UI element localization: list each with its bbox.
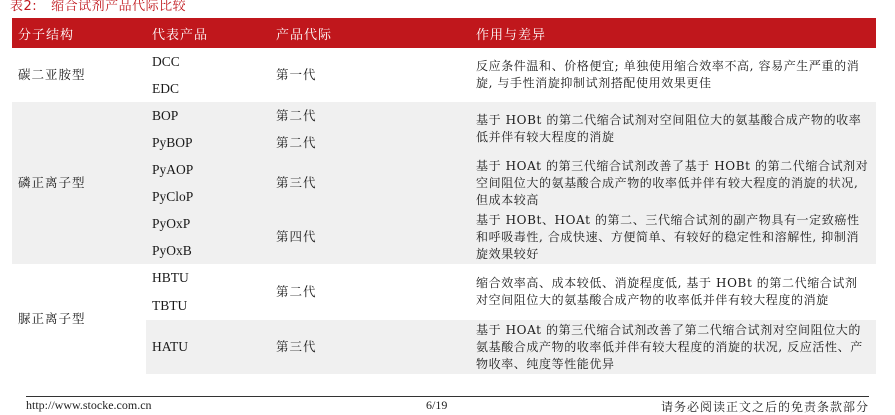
product-cell: EDC <box>152 80 179 96</box>
header-row <box>12 18 876 48</box>
table-row <box>12 48 876 75</box>
product-cell: PyBOP <box>152 134 193 150</box>
description-cell: 基于 HOAt 的第三代缩合试剂改善了第二代缩合试剂对空间阻位大的氨基酸合成产物的收率低并伴有较大程度的消旋的状况, 反应活性、产物收率、纯度等性能优异 <box>476 322 863 371</box>
footer-disclaimer: 请务必阅读正文之后的免责条款部分 <box>660 400 869 414</box>
header-products: 代表产品 <box>146 18 270 48</box>
table-caption <box>10 0 186 13</box>
generation-cell: 第三代 <box>276 339 317 354</box>
description-cell: 基于 HOAt 的第三代缩合试剂改善了基于 HOBt 的第二代缩合试剂对空间阻位大的氨基酸合成产物的收率低并伴有较大程度的消旋的状况, 但成本较高 <box>476 158 869 207</box>
page-footer <box>26 396 869 414</box>
description-cell: 缩合效率高、成本较低、消旋程度低, 基于 HOBt 的第二代缩合试剂对空间阻位大的氨基酸合成产物的收率低并伴有较大程度的消旋 <box>476 276 858 307</box>
generation-cell: 第四代 <box>276 229 317 244</box>
description-cell: 基于 HOBt、HOAt 的第二、三代缩合试剂的副产物具有一定致癌性和呼吸毒性, 合成快速、方便简单、有较好的稳定性和溶解性, 抑制消旋效果较好 <box>476 212 860 261</box>
caption-title: 缩合试剂产品代际比较 <box>51 0 187 14</box>
comparison-table <box>12 18 876 374</box>
structure-cell: 碳二亚胺型 <box>18 67 86 82</box>
product-cell: TBTU <box>152 298 188 313</box>
structure-cell: 脲正离子型 <box>18 311 86 326</box>
header-generation: 产品代际 <box>270 18 470 48</box>
page-number: 6/19 <box>426 398 448 412</box>
product-cell: PyAOP <box>152 161 194 177</box>
product-cell: PyOxP <box>152 215 191 231</box>
product-cell: PyCloP <box>152 188 194 204</box>
footer-url[interactable]: http://www.stocke.com.cn <box>26 398 152 412</box>
table-row <box>12 102 876 129</box>
structure-cell: 磷正离子型 <box>18 175 86 190</box>
product-cell: PyOxB <box>152 242 192 258</box>
generation-cell: 第二代 <box>276 284 317 299</box>
caption-label: 表2: <box>10 0 38 14</box>
generation-cell: 第一代 <box>276 67 317 82</box>
description-cell: 基于 HOBt 的第二代缩合试剂对空间阻位大的氨基酸合成产物的收率低并伴有较大程度的消旋 <box>476 113 862 144</box>
table-row <box>12 264 876 292</box>
product-cell: BOP <box>152 107 179 123</box>
description-cell: 反应条件温和、价格便宜; 单独使用缩合效率不高, 容易产生严重的消旋, 与手性消旋抑制试剂搭配使用效果更佳 <box>476 59 860 90</box>
generation-cell: 第二代 <box>276 107 317 123</box>
product-cell: HATU <box>152 339 188 354</box>
header-structure: 分子结构 <box>12 18 146 48</box>
generation-cell: 第三代 <box>276 175 317 190</box>
product-cell: DCC <box>152 53 180 69</box>
product-cell: HBTU <box>152 270 189 285</box>
header-description: 作用与差异 <box>470 18 876 48</box>
generation-cell: 第二代 <box>276 134 317 150</box>
